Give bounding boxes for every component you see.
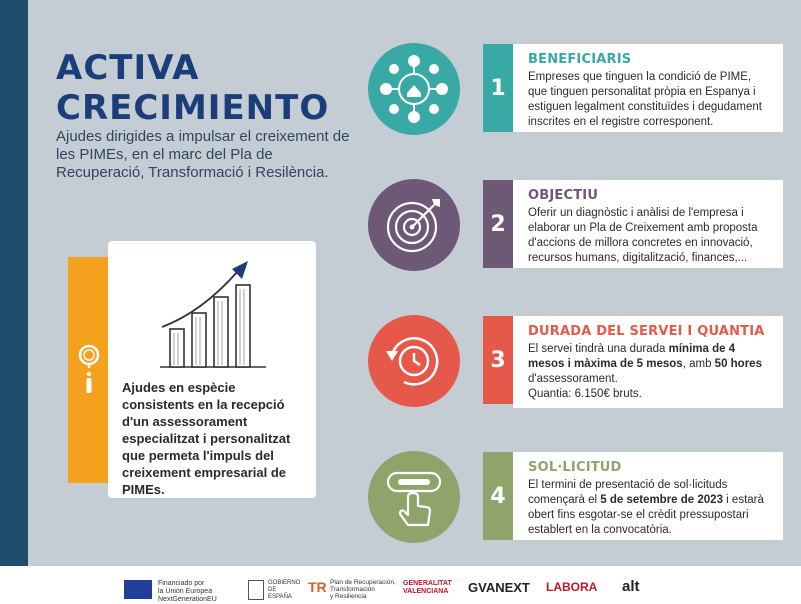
step-4-circle	[368, 451, 460, 543]
step-3-card	[513, 316, 783, 408]
left-accent-bar	[0, 0, 28, 566]
tr-icon: TR	[308, 579, 327, 595]
step-2-card	[513, 180, 783, 268]
step-3-title: DURADA DEL SERVEI I QUANTIA	[528, 324, 765, 339]
click-hand-icon	[368, 451, 460, 543]
step-3-circle	[368, 315, 460, 407]
step-4-text: El termini de presentació de sol·licituds començarà el 5 de setembre de 2023 i estarà obert fins esgotar-se el crèdit pressupostari establert en la convocatòria.	[528, 479, 764, 536]
step-1-circle	[368, 43, 460, 135]
step-4-card	[513, 452, 783, 540]
step-1-text: Empreses que tinguen la condició de PIME, que tinguen personalitat pròpia en Espanya i estiguen legalment constituïdes i degudament inscrites en el registre corresponent.	[528, 71, 762, 128]
step-4-title: SOL·LICITUD	[528, 460, 622, 475]
network-icon	[368, 43, 460, 135]
step-3-number: 3	[483, 316, 513, 404]
page-subtitle: Ajudes dirigides a impulsar el creixement de les PIMEs, en el marc del Pla de Recuperació, Transformació i Resilència.	[56, 128, 350, 181]
info-magnifier-icon	[76, 344, 102, 396]
title-line-1: ACTIVA	[56, 48, 200, 88]
growth-chart-icon	[152, 257, 272, 377]
plan-logo: TR Plan de Recuperación, Transformación y Resiliencia	[308, 579, 396, 600]
step-3-text: El servei tindrà una durada mínima de 4 mesos i màxima de 5 mesos, amb 50 hores d'assessorament. Quantia: 6.150€ bruts.	[528, 343, 762, 400]
labora-logo: LABORA	[546, 580, 598, 594]
eu-flag-icon	[124, 580, 152, 599]
eu-logo: Financiado por la Unión Europea NextGenerationEU	[124, 580, 217, 604]
step-1-card	[513, 44, 783, 132]
clock-icon	[368, 315, 460, 407]
step-2-circle	[368, 179, 460, 271]
alt-logo: alt	[622, 578, 640, 595]
coat-of-arms-icon	[248, 580, 264, 600]
target-icon	[368, 179, 460, 271]
step-1-number: 1	[483, 44, 513, 132]
info-card	[108, 241, 316, 498]
info-text: Ajudes en espècie consistents en la recepció d'un assessorament especialitzat i personalitzat que permeta l'impuls del creixement empresarial de PIMEs.	[122, 380, 291, 497]
footer-logos	[0, 566, 801, 604]
gvanext-logo: GVANEXT	[468, 580, 530, 595]
step-4-number: 4	[483, 452, 513, 540]
gva-logo: GENERALITAT VALENCIANA	[403, 580, 452, 595]
step-2-text: Oferir un diagnòstic i anàlisi de l'empresa i elaborar un Pla de Creixement amb proposta d'accions de millora concretes en innovació, recursos humans, digitalització, finances,...	[528, 207, 758, 264]
title-line-2: CRECIMIENTO	[56, 88, 330, 128]
page-title	[56, 48, 329, 128]
step-2-title: OBJECTIU	[528, 188, 599, 203]
step-1-title: BENEFICIARIS	[528, 52, 632, 67]
step-2-number: 2	[483, 180, 513, 268]
gobierno-logo: GOBIERNO DE ESPAÑA	[248, 580, 298, 601]
